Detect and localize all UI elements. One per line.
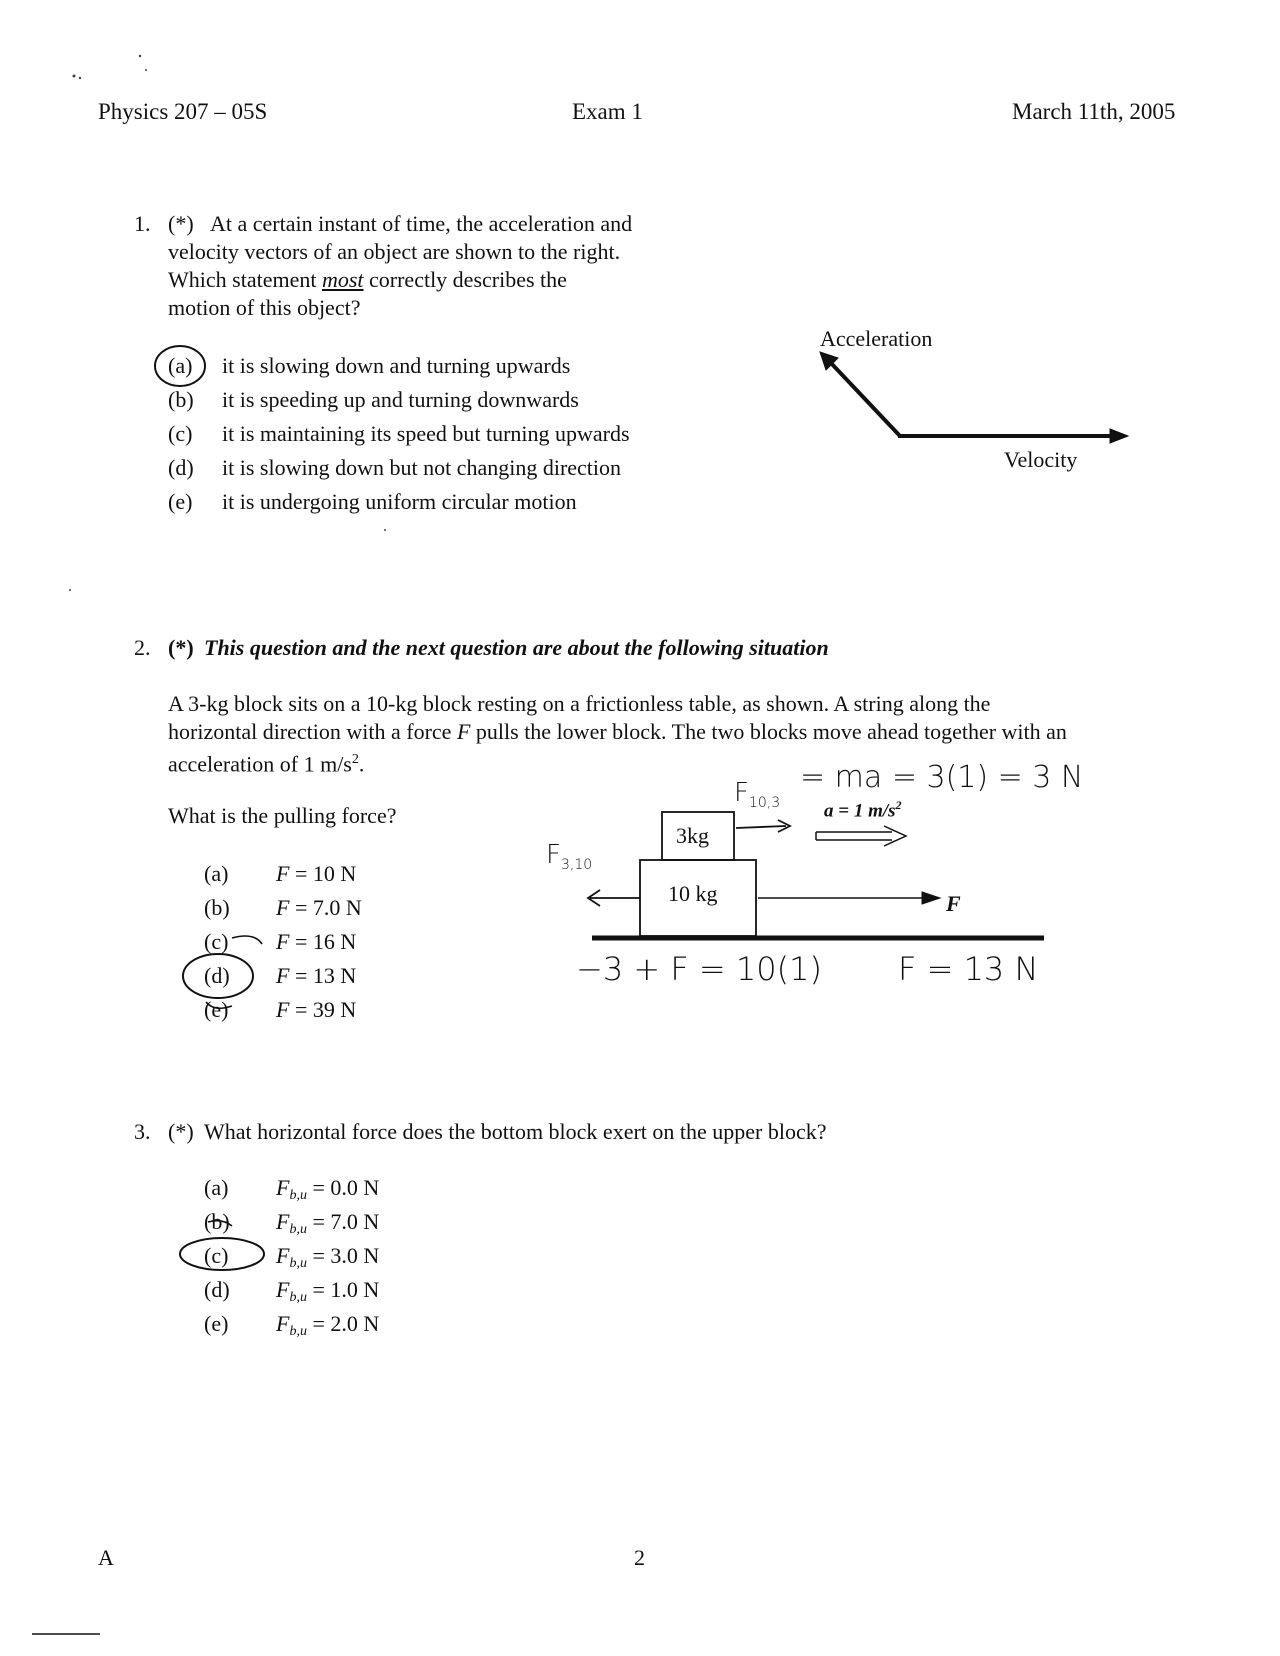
option-letter[interactable]: (a): [168, 353, 193, 378]
variable: F: [276, 895, 290, 920]
text-span: acceleration of 1 m/s: [168, 751, 352, 777]
text-span: correctly describes the: [363, 267, 567, 292]
question-number: 3.: [134, 1119, 151, 1144]
question-text-line: motion of this object?: [168, 295, 361, 320]
option-letter[interactable]: (e): [204, 1311, 229, 1336]
q1-vector-diagram: [820, 352, 1128, 443]
value: = 1.0 N: [306, 1277, 380, 1302]
exam-date: March 11th, 2005: [1012, 99, 1176, 124]
option-letter[interactable]: (a): [204, 1175, 229, 1200]
emphasis-most: most: [321, 267, 364, 292]
option-letter[interactable]: (d): [168, 455, 194, 480]
hand-sub: 10,3: [748, 795, 781, 811]
arrowhead-icon: [1110, 429, 1128, 443]
superscript: 2: [351, 752, 359, 767]
answer-circle-q1: [155, 346, 205, 386]
page-number: 2: [634, 1545, 645, 1570]
handwritten-answer: F = 13 N: [898, 950, 1039, 988]
velocity-label: Velocity: [1004, 447, 1078, 472]
bottom-block-label: 10 kg: [668, 881, 718, 906]
value: = 13 N: [289, 963, 357, 988]
variable: F: [276, 1277, 290, 1302]
question-text: What is the pulling force?: [168, 803, 397, 828]
variable: F: [276, 997, 290, 1022]
option-text: it is slowing down but not changing direction: [222, 455, 622, 480]
subscript: b,u: [289, 1324, 307, 1339]
option-letter[interactable]: (d): [204, 1277, 230, 1302]
value: = 7.0 N: [289, 895, 362, 920]
variable: F: [276, 1175, 290, 1200]
scribble-mark: [206, 1002, 232, 1008]
subscript: b,u: [289, 1222, 307, 1237]
question-text-line: At a certain instant of time, the acceleration and: [210, 211, 633, 236]
question-number: 2.: [134, 635, 151, 660]
option-text: it is undergoing uniform circular motion: [222, 489, 577, 514]
value: = 7.0 N: [306, 1209, 380, 1234]
scribble-mark: [232, 936, 262, 944]
question-text: What horizontal force does the bottom block exert on the upper block?: [204, 1119, 827, 1144]
variable: F: [276, 861, 290, 886]
variable: F: [276, 963, 290, 988]
option-letter[interactable]: (b): [168, 387, 194, 412]
variable: F: [276, 1209, 290, 1234]
bottom-block: [640, 860, 756, 936]
option-letter[interactable]: (c): [204, 1243, 229, 1268]
variable: F: [276, 929, 290, 954]
option-letter[interactable]: (a): [204, 861, 229, 886]
hand-f: F: [734, 778, 749, 808]
subscript: b,u: [289, 1256, 307, 1271]
option-letter[interactable]: (b): [204, 895, 230, 920]
option-letter[interactable]: (e): [168, 489, 193, 514]
option-letter[interactable]: (d): [204, 963, 230, 988]
top-block-label: 3kg: [676, 823, 709, 848]
handwritten-eq-ma: = ma = 3(1) = 3 N: [800, 760, 1084, 795]
subscript: b,u: [289, 1188, 307, 1203]
text-span: pulls the lower block. The two blocks move ahead together with an: [470, 719, 1067, 744]
superscript: 2: [895, 798, 902, 812]
course-title: Physics 207 – 05S: [98, 99, 268, 124]
question-text-line: velocity vectors of an object are shown to the right.: [168, 239, 621, 264]
subscript: b,u: [289, 1290, 307, 1305]
arrowhead-icon: [884, 826, 906, 846]
pull-force-label: F: [946, 891, 961, 916]
option-letter[interactable]: (c): [204, 929, 229, 954]
acceleration-vector: [830, 362, 900, 436]
hand-f: F: [546, 840, 561, 870]
variable-f: F: [456, 719, 471, 744]
acceleration-label: Acceleration: [820, 326, 933, 351]
handwritten-eq-newton: −3 + F = 10(1): [576, 950, 822, 988]
variable: F: [276, 1243, 290, 1268]
variable: F: [276, 1311, 290, 1336]
value: = 0.0 N: [306, 1175, 380, 1200]
paragraph-line: A 3-kg block sits on a 10-kg block resting on a frictionless table, as shown. A string along the: [168, 691, 991, 716]
top-block: [662, 812, 734, 860]
value: = 2.0 N: [306, 1311, 380, 1336]
value: = 16 N: [289, 929, 357, 954]
text-span: .: [358, 751, 365, 777]
question-heading: This question and the next question are about the following situation: [204, 635, 829, 660]
value: = 39 N: [289, 997, 357, 1022]
q2-block-diagram: [588, 812, 1044, 938]
text-span: Which statement: [168, 267, 322, 292]
value: = 10 N: [289, 861, 357, 886]
option-letter[interactable]: (b): [204, 1209, 230, 1234]
arrowhead-icon: [922, 892, 940, 904]
question-star: (*): [168, 635, 194, 660]
value: = 3.0 N: [306, 1243, 380, 1268]
text-span: horizontal direction with a force: [168, 719, 457, 744]
hand-sub: 3,10: [560, 857, 593, 873]
question-star: (*): [168, 211, 194, 236]
handwritten-arrow-f10-3: [736, 826, 786, 828]
option-letter[interactable]: (e): [204, 997, 229, 1022]
question-number: 1.: [134, 211, 151, 236]
option-text: it is slowing down and turning upwards: [222, 353, 571, 378]
accel-text: a = 1 m/s: [824, 800, 896, 822]
scan-specks: [69, 55, 386, 591]
option-text: it is maintaining its speed but turning upwards: [222, 421, 630, 446]
version-letter: A: [98, 1545, 114, 1570]
exam-title: Exam 1: [572, 99, 643, 124]
scribble-mark: [208, 1221, 232, 1226]
option-letter[interactable]: (c): [168, 421, 193, 446]
answer-circle-q2: [183, 954, 253, 998]
answer-circle-q3: [180, 1238, 264, 1270]
question-star: (*): [168, 1119, 194, 1144]
option-text: it is speeding up and turning downwards: [222, 387, 579, 412]
